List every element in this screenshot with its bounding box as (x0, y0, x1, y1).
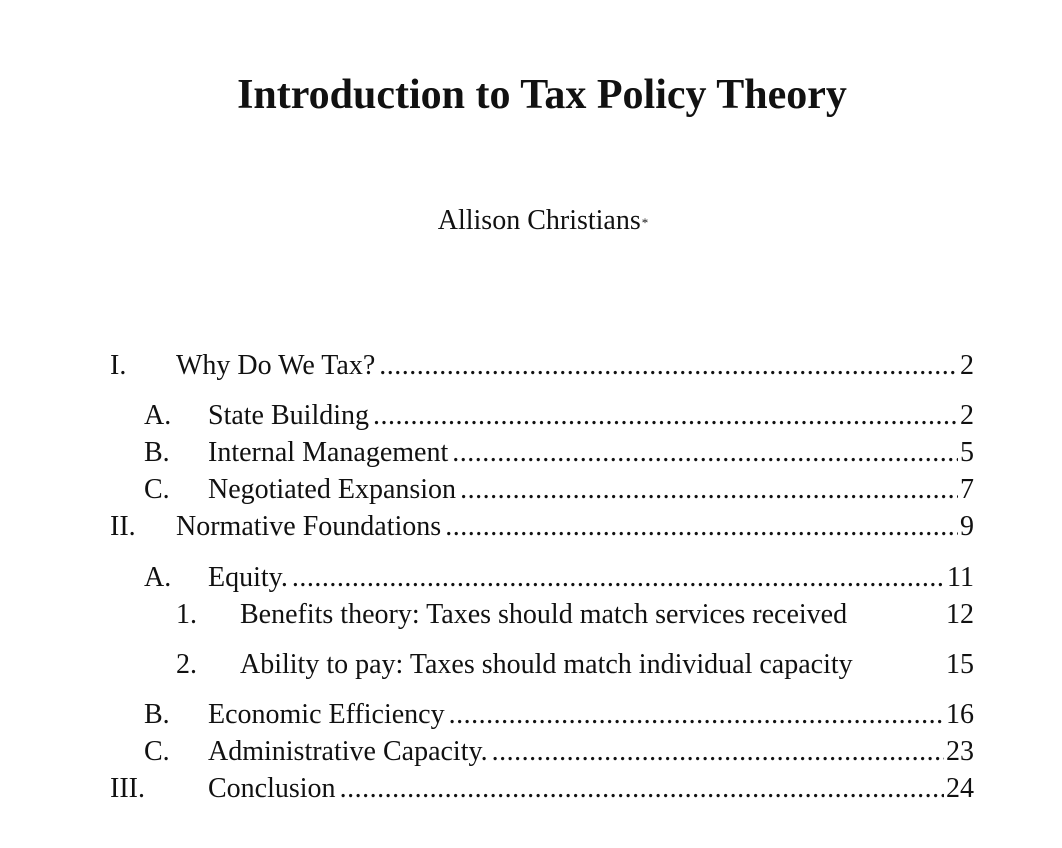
toc-entry-title: Benefits theory: Taxes should match services received (240, 599, 848, 630)
toc-entry-number: 2. (176, 649, 197, 680)
toc-dot-leader (492, 735, 944, 769)
toc-entry-page: 15 (946, 649, 974, 680)
toc-entry-number: II. (110, 511, 136, 542)
toc-entry-negotiated-expansion[interactable] (0, 473, 974, 507)
toc-entry-normative-foundations[interactable] (0, 510, 974, 544)
toc-entry-page: 5 (960, 437, 974, 468)
author-name: Allison Christians (437, 205, 641, 236)
toc-entry-title: Internal Management (208, 437, 449, 468)
toc-dot-leader (445, 510, 958, 544)
toc-entry-title: Equity. (208, 562, 288, 593)
toc-dot-leader (452, 436, 958, 470)
toc-entry-number: III. (110, 773, 145, 804)
toc-entry-page: 24 (946, 773, 974, 804)
toc-entry-benefits-theory[interactable] (0, 598, 974, 632)
toc-entry-title: Economic Efficiency (208, 699, 445, 730)
toc-entry-conclusion[interactable] (0, 772, 974, 806)
toc-entry-page: 7 (960, 474, 974, 505)
toc-entry-number: 1. (176, 599, 197, 630)
toc-entry-page: 23 (946, 736, 974, 767)
toc-entry-title: Negotiated Expansion (208, 474, 457, 505)
toc-dot-leader (373, 399, 958, 433)
toc-entry-number: C. (144, 736, 170, 767)
toc-entry-number: C. (144, 474, 170, 505)
toc-entry-number: I. (110, 350, 127, 381)
toc-entry-economic-efficiency[interactable] (0, 698, 974, 732)
toc-dot-leader (340, 772, 944, 806)
author-byline (0, 203, 1062, 239)
toc-entry-page: 2 (960, 350, 974, 381)
toc-entry-number: A. (144, 562, 172, 593)
toc-entry-equity[interactable] (0, 561, 974, 595)
toc-entry-administrative-capacity[interactable] (0, 735, 974, 769)
toc-entry-number: A. (144, 400, 172, 431)
toc-entry-number: B. (144, 699, 170, 730)
toc-dot-leader (449, 698, 944, 732)
toc-entry-page: 2 (960, 400, 974, 431)
toc-entry-internal-management[interactable] (0, 436, 974, 470)
toc-dot-leader (379, 349, 958, 383)
toc-entry-title: Why Do We Tax? (176, 350, 376, 381)
toc-entry-ability-to-pay[interactable] (0, 648, 974, 682)
document-title: Introduction to Tax Policy Theory (237, 72, 847, 118)
toc-entry-title: Normative Foundations (176, 511, 442, 542)
toc-entry-title: Conclusion (208, 773, 336, 804)
toc-entry-title: Ability to pay: Taxes should match individual capacity (240, 649, 853, 680)
toc-entry-why-do-we-tax[interactable] (0, 349, 974, 383)
toc-entry-page: 16 (946, 699, 974, 730)
toc-entry-state-building[interactable] (0, 399, 974, 433)
toc-entry-title: State Building (208, 400, 369, 431)
toc-entry-page: 9 (960, 511, 974, 542)
toc-entry-number: B. (144, 437, 170, 468)
toc-dot-leader (460, 473, 958, 507)
toc-dot-leader (292, 561, 945, 595)
toc-entry-page: 11 (947, 562, 974, 593)
toc-entry-page: 12 (946, 599, 974, 630)
author-footnote-mark: * (641, 215, 649, 230)
toc-entry-title: Administrative Capacity. (208, 736, 488, 767)
